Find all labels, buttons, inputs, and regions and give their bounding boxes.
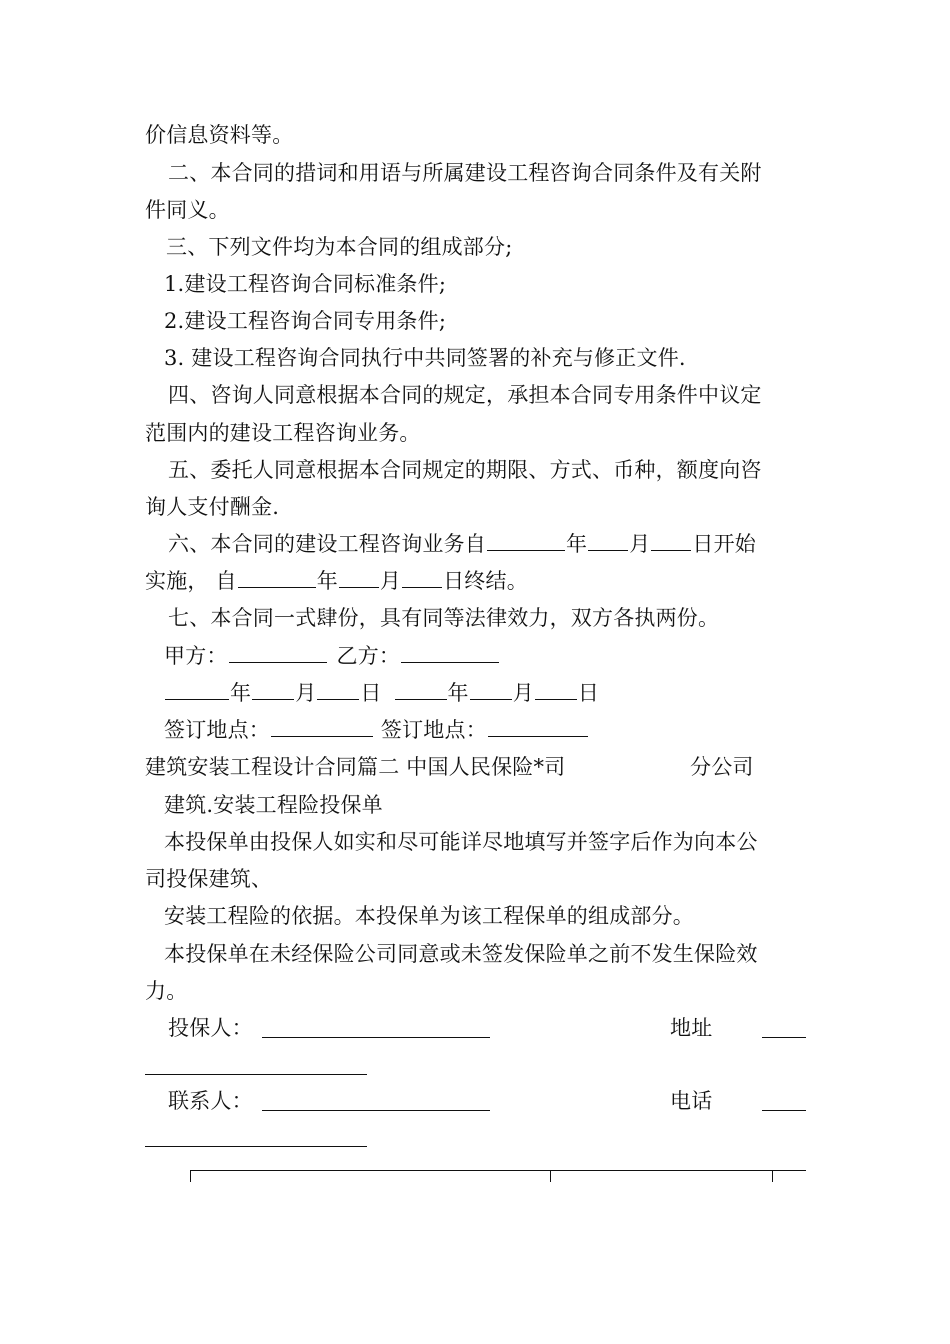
end-day-blank[interactable]: [402, 567, 442, 588]
party-b-year-blank[interactable]: [395, 679, 447, 700]
table-top-border: [190, 1170, 806, 1171]
party-a-label: 甲方：: [164, 644, 228, 668]
paragraph-line: 价信息资料等。: [145, 123, 294, 147]
form-title: 建筑.安装工程险投保单: [164, 793, 383, 817]
phone-blank-continued[interactable]: [145, 1146, 367, 1147]
clause-four-line-1: 四、咨询人同意根据本合同的规定，承担本合同专用条件中议定: [168, 383, 762, 407]
address-blank[interactable]: [762, 1037, 806, 1038]
sign-place-label-a: 签订地点：: [164, 718, 270, 742]
end-month-blank[interactable]: [339, 567, 379, 588]
table-divider-1: [550, 1170, 551, 1182]
phone-blank[interactable]: [762, 1110, 806, 1111]
clause-five-line-1: 五、委托人同意根据本合同规定的期限、方式、币种，额度向咨: [168, 458, 762, 482]
party-a-blank[interactable]: [229, 642, 327, 663]
phone-label: 电话: [670, 1089, 713, 1113]
address-blank-continued[interactable]: [145, 1074, 367, 1075]
form-intro-line-3: 安装工程险的依据。本投保单为该工程保单的组成部分。: [164, 904, 694, 928]
contact-blank[interactable]: [262, 1110, 490, 1111]
table-corner-left: [190, 1170, 191, 1182]
clause-four-line-2: 范围内的建设工程咨询业务。: [145, 421, 421, 445]
start-day-blank[interactable]: [651, 530, 691, 551]
clause-two-line-1: 二、本合同的措词和用语与所属建设工程咨询合同条件及有关附: [168, 161, 762, 185]
contact-label: 联系人：: [168, 1089, 253, 1113]
applicant-blank[interactable]: [262, 1037, 490, 1038]
sign-place-a-blank[interactable]: [271, 716, 373, 737]
sign-place-label-b: 签订地点：: [380, 718, 487, 742]
address-label: 地址: [670, 1016, 713, 1040]
branch-label: 分公司: [690, 755, 754, 779]
clause-six-text: 六、本合同的建设工程咨询业务自: [168, 532, 486, 556]
clause-six-line-2: 实施， 自 年 月 日终结。: [145, 569, 528, 593]
party-b-day-blank[interactable]: [535, 679, 577, 700]
applicant-label: 投保人：: [168, 1016, 253, 1040]
party-a-day-blank[interactable]: [317, 679, 359, 700]
party-a-year-blank[interactable]: [165, 679, 229, 700]
section-heading: 建筑安装工程设计合同篇二 中国人民保险*司: [145, 755, 566, 779]
clause-seven: 七、本合同一式肆份，具有同等法律效力，双方各执两份。: [168, 606, 720, 630]
party-signature-line: [164, 641, 500, 671]
sign-place-b-blank[interactable]: [488, 716, 588, 737]
form-note-line-2: 力。: [145, 979, 188, 1003]
form-note-line-1: 本投保单在未经保险公司同意或未签发保险单之前不发生保险效: [164, 942, 758, 966]
form-intro-line-1: 本投保单由投保人如实和尽可能详尽地填写并签字后作为向本公: [164, 830, 758, 854]
party-a-month-blank[interactable]: [252, 679, 294, 700]
party-b-blank[interactable]: [401, 642, 499, 663]
clause-three-item-2: 2.建设工程咨询合同专用条件;: [164, 309, 447, 333]
end-year-blank[interactable]: [238, 567, 316, 588]
clause-five-line-2: 询人支付酬金.: [145, 495, 280, 519]
clause-six-line-1: 六、本合同的建设工程咨询业务自 年 月 日开始: [168, 532, 757, 556]
signature-date-line: 年 月 日 年 月 日: [164, 678, 599, 708]
table-divider-2: [772, 1170, 773, 1182]
party-b-month-blank[interactable]: [470, 679, 512, 700]
clause-three-item-3: 3. 建设工程咨询合同执行中共同签署的补充与修正文件.: [164, 346, 686, 370]
start-year-blank[interactable]: [487, 530, 565, 551]
start-month-blank[interactable]: [588, 530, 628, 551]
clause-three-item-1: 1.建设工程咨询合同标准条件;: [164, 272, 447, 296]
clause-two-line-2: 件同义。: [145, 198, 230, 222]
sign-place-line: [164, 715, 589, 745]
party-b-label: 乙方：: [336, 644, 401, 668]
clause-three: 三、下列文件均为本合同的组成部分;: [166, 235, 513, 259]
form-intro-line-2: 司投保建筑、: [145, 867, 273, 891]
